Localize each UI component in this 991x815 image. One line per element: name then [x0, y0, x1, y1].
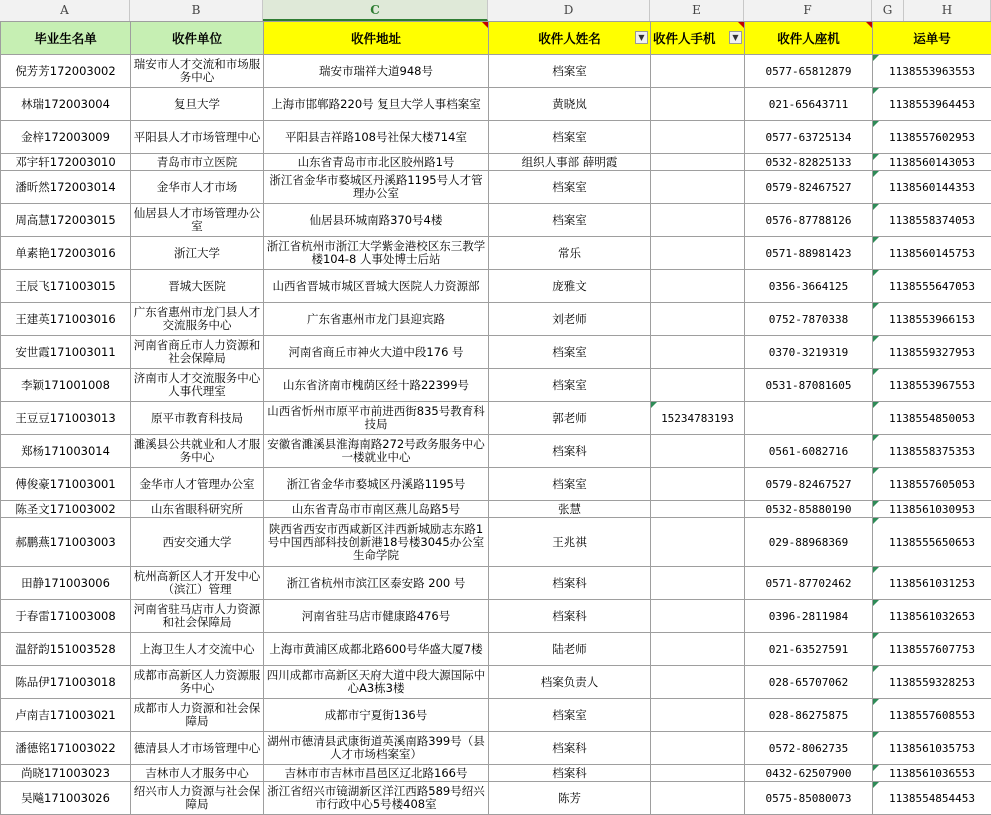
cell-recipient[interactable]: 档案科 [489, 600, 651, 633]
number-as-text-indicator [873, 303, 879, 309]
header-waybill[interactable]: 运单号 [873, 22, 991, 55]
cell-unit[interactable]: 复旦大学 [131, 88, 264, 121]
cell-landline[interactable]: 028-65707062 [745, 666, 873, 699]
cell-landline[interactable]: 0531-87081605 [745, 369, 873, 402]
number-as-text-indicator [873, 765, 879, 771]
cell-recipient[interactable]: 档案室 [489, 171, 651, 204]
cell-graduate[interactable]: 倪芳芳172003002 [1, 55, 131, 88]
cell-graduate[interactable]: 陈品伊171003018 [1, 666, 131, 699]
cell-unit[interactable]: 原平市教育科技局 [131, 402, 264, 435]
cell-waybill[interactable]: 1138553966153 [873, 303, 991, 336]
number-as-text-indicator [873, 699, 879, 705]
table-row [1, 121, 991, 154]
cell-recipient[interactable]: 档案科 [489, 567, 651, 600]
number-as-text-indicator [873, 369, 879, 375]
cell-waybill[interactable]: 1138557602953 [873, 121, 991, 154]
cell-waybill[interactable]: 1138561030953 [873, 501, 991, 518]
number-as-text-indicator [873, 121, 879, 127]
cell-waybill[interactable]: 1138555647053 [873, 270, 991, 303]
filter-dropdown-icon[interactable]: ▼ [635, 31, 648, 44]
table-row [1, 468, 991, 501]
cell-mobile[interactable] [651, 732, 745, 765]
number-as-text-indicator [873, 55, 879, 61]
cell-address[interactable]: 四川成都市高新区天府大道中段大源国际中心A3栋3楼 [264, 666, 489, 699]
cell-mobile[interactable]: 15234783193 [651, 402, 745, 435]
table-row [1, 699, 991, 732]
cell-recipient[interactable]: 刘老师 [489, 303, 651, 336]
cell-address[interactable]: 山西省忻州市原平市前进西街835号教育科技局 [264, 402, 489, 435]
cell-address[interactable]: 山东省济南市槐荫区经十路22399号 [264, 369, 489, 402]
cell-graduate[interactable]: 陈圣文171003002 [1, 501, 131, 518]
cell-landline[interactable]: 0370-3219319 [745, 336, 873, 369]
cell-graduate[interactable]: 卢南吉171003021 [1, 699, 131, 732]
cell-landline[interactable]: 0571-88981423 [745, 237, 873, 270]
table-row [1, 666, 991, 699]
cell-graduate[interactable]: 潘德铭171003022 [1, 732, 131, 765]
cell-address[interactable]: 山西省晋城市城区晋城大医院人力资源部 [264, 270, 489, 303]
cell-address[interactable]: 吉林市市吉林市昌邑区辽北路166号 [264, 765, 489, 782]
number-as-text-indicator [651, 402, 657, 408]
table-row [1, 55, 991, 88]
table-row [1, 600, 991, 633]
cell-unit[interactable]: 广东省惠州市龙门县人才交流服务中心 [131, 303, 264, 336]
cell-landline[interactable]: 0432-62507900 [745, 765, 873, 782]
cell-unit[interactable]: 瑞安市人才交流和市场服务中心 [131, 55, 264, 88]
header-unit[interactable]: 收件单位 [131, 22, 264, 55]
column-header-c[interactable]: C [263, 0, 488, 21]
cell-landline[interactable]: 029-88968369 [745, 518, 873, 567]
cell-unit[interactable]: 成都市人力资源和社会保障局 [131, 699, 264, 732]
cell-recipient[interactable]: 庞雅文 [489, 270, 651, 303]
header-graduate[interactable]: 毕业生名单 [1, 22, 131, 55]
column-header-f[interactable]: F [744, 0, 872, 21]
cell-recipient[interactable]: 陆老师 [489, 633, 651, 666]
table-row [1, 732, 991, 765]
cell-address[interactable]: 浙江省金华市婺城区丹溪路1195号人才管理办公室 [264, 171, 489, 204]
cell-waybill[interactable]: 1138561035753 [873, 732, 991, 765]
cell-mobile[interactable] [651, 501, 745, 518]
header-recipient[interactable]: 收件人姓名 ▼ [489, 22, 651, 55]
cell-recipient[interactable]: 档案室 [489, 369, 651, 402]
cell-graduate[interactable]: 田静171003006 [1, 567, 131, 600]
cell-waybill[interactable]: 1138558375353 [873, 435, 991, 468]
cell-unit[interactable]: 河南省商丘市人力资源和社会保障局 [131, 336, 264, 369]
cell-landline[interactable] [745, 402, 873, 435]
cell-recipient[interactable]: 档案科 [489, 732, 651, 765]
cell-recipient[interactable]: 张慧 [489, 501, 651, 518]
comment-indicator [738, 22, 744, 28]
table-row [1, 765, 991, 782]
number-as-text-indicator [873, 88, 879, 94]
table-row [1, 204, 991, 237]
cell-address[interactable]: 上海市邯郸路220号 复旦大学人事档案室 [264, 88, 489, 121]
cell-unit[interactable]: 西安交通大学 [131, 518, 264, 567]
cell-recipient[interactable]: 档案科 [489, 435, 651, 468]
cell-waybill[interactable]: 1138561036553 [873, 765, 991, 782]
cell-landline[interactable]: 0579-82467527 [745, 171, 873, 204]
cell-recipient[interactable]: 郭老师 [489, 402, 651, 435]
cell-address[interactable]: 平阳县吉祥路108号社保大楼714室 [264, 121, 489, 154]
cell-mobile[interactable] [651, 121, 745, 154]
table-row [1, 171, 991, 204]
table-row [1, 782, 991, 815]
cell-waybill[interactable]: 1138558374053 [873, 204, 991, 237]
cell-unit[interactable]: 济南市人才交流服务中心人事代理室 [131, 369, 264, 402]
cell-graduate[interactable]: 吴飚171003026 [1, 782, 131, 815]
cell-landline[interactable]: 0576-87788126 [745, 204, 873, 237]
cell-unit[interactable]: 德清县人才市场管理中心 [131, 732, 264, 765]
cell-graduate[interactable]: 金梓172003009 [1, 121, 131, 154]
cell-landline[interactable]: 0396-2811984 [745, 600, 873, 633]
column-header-d[interactable]: D [488, 0, 650, 21]
cell-recipient[interactable]: 档案室 [489, 204, 651, 237]
number-as-text-indicator [873, 732, 879, 738]
cell-unit[interactable]: 晋城大医院 [131, 270, 264, 303]
cell-graduate[interactable]: 安世霞171003011 [1, 336, 131, 369]
cell-landline[interactable]: 0577-65812879 [745, 55, 873, 88]
cell-mobile[interactable] [651, 88, 745, 121]
cell-landline[interactable]: 0577-63725134 [745, 121, 873, 154]
cell-unit[interactable]: 濉溪县公共就业和人才服务中心 [131, 435, 264, 468]
cell-address[interactable]: 仙居县环城南路370号4楼 [264, 204, 489, 237]
cell-mobile[interactable] [651, 55, 745, 88]
cell-mobile[interactable] [651, 369, 745, 402]
table-row [1, 270, 991, 303]
cell-graduate[interactable]: 温舒韵151003528 [1, 633, 131, 666]
cell-waybill[interactable]: 1138560145753 [873, 237, 991, 270]
cell-recipient[interactable]: 档案室 [489, 699, 651, 732]
cell-recipient[interactable]: 档案室 [489, 336, 651, 369]
cell-landline[interactable]: 021-65643711 [745, 88, 873, 121]
cell-mobile[interactable] [651, 518, 745, 567]
number-as-text-indicator [873, 518, 879, 524]
cell-mobile[interactable] [651, 468, 745, 501]
cell-recipient[interactable]: 档案室 [489, 55, 651, 88]
cell-landline[interactable]: 028-86275875 [745, 699, 873, 732]
number-as-text-indicator [873, 501, 879, 507]
cell-waybill[interactable]: 1138553967553 [873, 369, 991, 402]
cell-address[interactable]: 瑞安市瑞祥大道948号 [264, 55, 489, 88]
cell-graduate[interactable]: 王建英171003016 [1, 303, 131, 336]
cell-address[interactable]: 成都市宁夏街136号 [264, 699, 489, 732]
cell-unit[interactable]: 金华市人才管理办公室 [131, 468, 264, 501]
comment-indicator [482, 22, 488, 28]
cell-graduate[interactable]: 单素艳172003016 [1, 237, 131, 270]
cell-waybill[interactable]: 1138557608553 [873, 699, 991, 732]
header-row [1, 22, 991, 55]
cell-graduate[interactable]: 潘昕然172003014 [1, 171, 131, 204]
cell-unit[interactable]: 青岛市市立医院 [131, 154, 264, 171]
table-row [1, 633, 991, 666]
cell-graduate[interactable]: 王辰飞171003015 [1, 270, 131, 303]
number-as-text-indicator [873, 468, 879, 474]
cell-waybill[interactable]: 1138553964453 [873, 88, 991, 121]
header-mobile[interactable]: 收件人手机 ▼ [651, 22, 745, 55]
header-landline[interactable]: 收件人座机 [745, 22, 873, 55]
number-as-text-indicator [873, 435, 879, 441]
cell-graduate[interactable]: 于春雷171003008 [1, 600, 131, 633]
cell-recipient[interactable]: 档案科 [489, 765, 651, 782]
cell-graduate[interactable]: 李颖171001008 [1, 369, 131, 402]
cell-recipient[interactable]: 档案室 [489, 121, 651, 154]
cell-unit[interactable]: 平阳县人才市场管理中心 [131, 121, 264, 154]
cell-waybill[interactable]: 1138554850053 [873, 402, 991, 435]
cell-recipient[interactable]: 档案负责人 [489, 666, 651, 699]
filter-dropdown-icon[interactable]: ▼ [729, 31, 742, 44]
table-row [1, 88, 991, 121]
number-as-text-indicator [873, 270, 879, 276]
table-row [1, 402, 991, 435]
cell-mobile[interactable] [651, 154, 745, 171]
cell-address[interactable]: 浙江省金华市婺城区丹溪路1195号 [264, 468, 489, 501]
cell-graduate[interactable]: 郝鹏燕171003003 [1, 518, 131, 567]
number-as-text-indicator [873, 666, 879, 672]
cell-landline[interactable]: 0579-82467527 [745, 468, 873, 501]
cell-address[interactable]: 山东省青岛市市南区燕儿岛路5号 [264, 501, 489, 518]
cell-mobile[interactable] [651, 782, 745, 815]
table-row [1, 237, 991, 270]
cell-address[interactable]: 上海市黄浦区成都北路600号华盛大厦7楼 [264, 633, 489, 666]
cell-landline[interactable]: 0571-87702462 [745, 567, 873, 600]
cell-graduate[interactable]: 尚晓171003023 [1, 765, 131, 782]
number-as-text-indicator [873, 154, 879, 160]
cell-address[interactable]: 浙江省杭州市滨江区泰安路 200 号 [264, 567, 489, 600]
cell-mobile[interactable] [651, 666, 745, 699]
cell-mobile[interactable] [651, 699, 745, 732]
cell-mobile[interactable] [651, 270, 745, 303]
cell-waybill[interactable]: 1138553963553 [873, 55, 991, 88]
cell-recipient[interactable]: 常乐 [489, 237, 651, 270]
cell-address[interactable]: 河南省驻马店市健康路476号 [264, 600, 489, 633]
cell-unit[interactable]: 绍兴市人力资源与社会保障局 [131, 782, 264, 815]
cell-recipient[interactable]: 组织人事部 薛明霞 [489, 154, 651, 171]
cell-address[interactable]: 广东省惠州市龙门县迎宾路 [264, 303, 489, 336]
cell-mobile[interactable] [651, 204, 745, 237]
cell-unit[interactable]: 河南省驻马店市人力资源和社会保障局 [131, 600, 264, 633]
table-row [1, 336, 991, 369]
cell-address[interactable]: 安徽省濉溪县淮海南路272号政务服务中心一楼就业中心 [264, 435, 489, 468]
cell-unit[interactable]: 上海卫生人才交流中心 [131, 633, 264, 666]
table-row [1, 518, 991, 567]
table-row [1, 567, 991, 600]
cell-unit[interactable]: 成都市高新区人力资源服务中心 [131, 666, 264, 699]
cell-graduate[interactable]: 周高慧172003015 [1, 204, 131, 237]
cell-landline[interactable]: 0752-7870338 [745, 303, 873, 336]
cell-graduate[interactable]: 王豆豆171003013 [1, 402, 131, 435]
cell-landline[interactable]: 0532-85880190 [745, 501, 873, 518]
cell-unit[interactable]: 山东省眼科研究所 [131, 501, 264, 518]
number-as-text-indicator [873, 402, 879, 408]
cell-mobile[interactable] [651, 765, 745, 782]
cell-landline[interactable]: 0561-6082716 [745, 435, 873, 468]
cell-address[interactable]: 湖州市德清县武康街道英溪南路399号（县人才市场档案室） [264, 732, 489, 765]
column-header-e[interactable]: E [650, 0, 744, 21]
cell-mobile[interactable] [651, 171, 745, 204]
cell-mobile[interactable] [651, 303, 745, 336]
column-header-h[interactable]: H [904, 0, 991, 21]
cell-address[interactable]: 浙江省绍兴市镜湖新区洋江西路589号绍兴市行政中心5号楼408室 [264, 782, 489, 815]
column-header-a[interactable]: A [0, 0, 130, 21]
cell-graduate[interactable]: 郑杨171003014 [1, 435, 131, 468]
cell-landline[interactable]: 0575-85080073 [745, 782, 873, 815]
table-row [1, 369, 991, 402]
cell-waybill[interactable]: 1138557607753 [873, 633, 991, 666]
cell-unit[interactable]: 仙居县人才市场管理办公室 [131, 204, 264, 237]
number-as-text-indicator [873, 171, 879, 177]
table-row [1, 435, 991, 468]
comment-indicator [866, 22, 872, 28]
number-as-text-indicator [873, 600, 879, 606]
cell-mobile[interactable] [651, 336, 745, 369]
cell-graduate[interactable]: 林瑞172003004 [1, 88, 131, 121]
cell-landline[interactable]: 0532-82825133 [745, 154, 873, 171]
cell-waybill[interactable]: 1138559328253 [873, 666, 991, 699]
cell-waybill[interactable]: 1138554854453 [873, 782, 991, 815]
cell-waybill[interactable]: 1138559327953 [873, 336, 991, 369]
cell-address[interactable]: 河南省商丘市神火大道中段176 号 [264, 336, 489, 369]
cell-mobile[interactable] [651, 567, 745, 600]
cell-recipient[interactable]: 陈芳 [489, 782, 651, 815]
number-as-text-indicator [873, 336, 879, 342]
column-header-bar [0, 0, 991, 22]
cell-recipient[interactable]: 档案室 [489, 468, 651, 501]
cell-unit[interactable]: 金华市人才市场 [131, 171, 264, 204]
number-as-text-indicator [873, 237, 879, 243]
cell-mobile[interactable] [651, 633, 745, 666]
table-row [1, 154, 991, 171]
cell-waybill[interactable]: 1138555650653 [873, 518, 991, 567]
table-row [1, 303, 991, 336]
cell-waybill[interactable]: 1138560144353 [873, 171, 991, 204]
cell-unit[interactable]: 吉林市人才服务中心 [131, 765, 264, 782]
cell-waybill[interactable]: 1138560143053 [873, 154, 991, 171]
cell-address[interactable]: 浙江省杭州市浙江大学紫金港校区东三教学楼104-8 人事处博士后站 [264, 237, 489, 270]
cell-mobile[interactable] [651, 600, 745, 633]
number-as-text-indicator [873, 567, 879, 573]
cell-landline[interactable]: 0356-3664125 [745, 270, 873, 303]
number-as-text-indicator [873, 204, 879, 210]
cell-landline[interactable]: 021-63527591 [745, 633, 873, 666]
cell-recipient[interactable]: 王兆祺 [489, 518, 651, 567]
cell-mobile[interactable] [651, 237, 745, 270]
cell-unit[interactable]: 浙江大学 [131, 237, 264, 270]
cell-waybill[interactable]: 1138561031253 [873, 567, 991, 600]
column-header-g[interactable]: G [872, 0, 904, 21]
spreadsheet-grid [0, 21, 991, 815]
cell-recipient[interactable]: 黄晓岚 [489, 88, 651, 121]
cell-address[interactable]: 山东省青岛市市北区胶州路1号 [264, 154, 489, 171]
table-row [1, 501, 991, 518]
number-as-text-indicator [873, 782, 879, 788]
cell-waybill[interactable]: 1138561032653 [873, 600, 991, 633]
cell-graduate[interactable]: 邓宇轩172003010 [1, 154, 131, 171]
header-address[interactable]: 收件地址 [264, 22, 489, 55]
cell-graduate[interactable]: 傅俊豪171003001 [1, 468, 131, 501]
cell-mobile[interactable] [651, 435, 745, 468]
column-header-b[interactable]: B [130, 0, 263, 21]
cell-landline[interactable]: 0572-8062735 [745, 732, 873, 765]
number-as-text-indicator [873, 633, 879, 639]
cell-waybill[interactable]: 1138557605053 [873, 468, 991, 501]
cell-unit[interactable]: 杭州高新区人才开发中心（滨江）管理 [131, 567, 264, 600]
cell-address[interactable]: 陕西省西安市西咸新区沣西新城励志东路1号中国西部科技创新港18号楼3045办公室生命学院 [264, 518, 489, 567]
